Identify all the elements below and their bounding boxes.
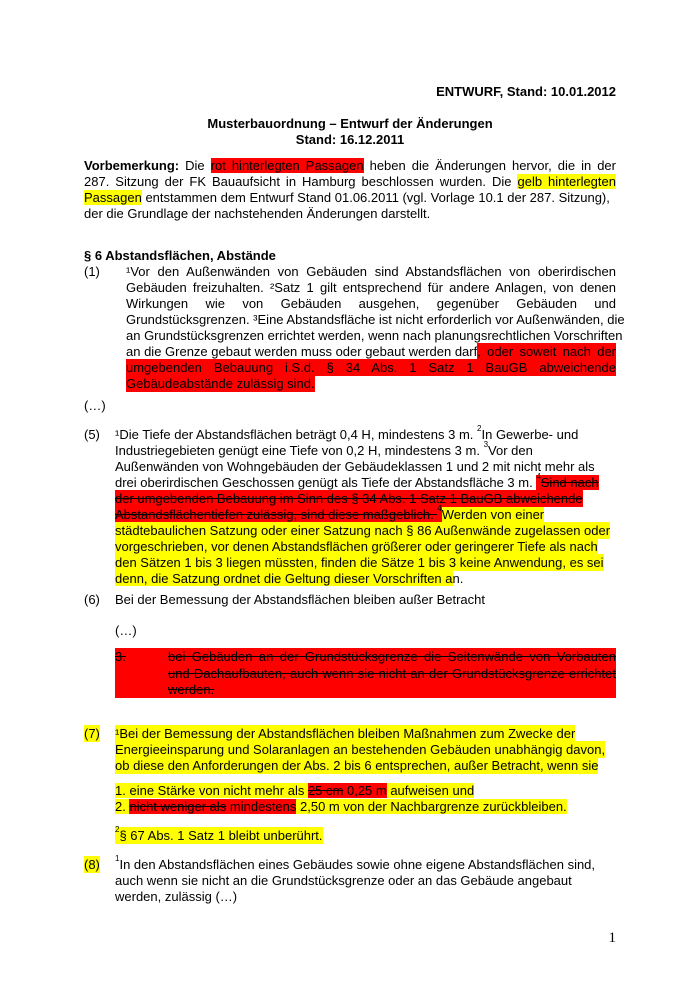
page-number: 1	[608, 930, 616, 946]
p6-item-line-1: bei Gebäuden an der Grundstücksgrenze die Seitenwände von Vorbauten	[168, 649, 616, 664]
p1-line-4: Grundstücksgrenzen. ³Eine Abstandsfläche ist nicht erforderlich vor Außenwänden, die	[126, 312, 625, 327]
p8-line-1: $^1$In den Abstandsflächen eines Gebäudes sowie ohne eigene Abstandsflächen sind,	[115, 854, 596, 872]
p6-ellipsis: (…)	[115, 623, 137, 638]
ellipsis: (…)	[84, 398, 106, 413]
p6-text: Bei der Bemessung der Abstandsflächen bleiben außer Betracht	[115, 592, 486, 607]
document-date: Stand: 16.12.2011	[295, 132, 405, 147]
p1-line-5: an Grundstücksgrenzen errichtet werden, wenn nach planungsrechtlichen Vorschriften	[126, 328, 623, 343]
p7-line-3: ob diese den Anforderungen der Abs. 2 bis 6 entsprechen, außer Betracht, wenn sie	[115, 758, 599, 773]
p5-line-3: Außenwänden von Wohngebäuden der Gebäudeklassen 1 und 2 mit nicht mehr als	[115, 459, 595, 474]
p5-line-10: denn, die Satzung ordnet die Geltung dieser Vorschriften an.	[115, 571, 464, 586]
draft-stamp: ENTWURF, Stand: 10.01.2012	[436, 84, 616, 99]
p7-item-2: 2. nicht weniger als mindestens 2,50 m von der Nachbargrenze zurückbleiben.	[115, 799, 567, 814]
p5-line-7: städtebaulichen Satzung oder einer Satzung nach § 86 Außenwände zugelassen oder	[115, 523, 611, 538]
p1-line-8: Gebäudeabstände zulässig sind.	[126, 376, 315, 391]
preface-line-4: der die Grundlage der nachstehenden Änderungen darstellt.	[84, 206, 431, 221]
preface-label: Vorbemerkung:	[84, 158, 180, 173]
p5-line-2: Industriegebieten genügt eine Tiefe von 0,2 H, mindestens 3 m. $^3$Vor den	[115, 440, 533, 458]
preface-line-3: Passagen entstammen dem Entwurf Stand 01.06.2011 (vgl. Vorlage 10.1 der 287. Sitzung),	[84, 190, 610, 205]
p6-item-line-3: werden.	[168, 682, 215, 697]
p5-line-1: ¹Die Tiefe der Abstandsflächen beträgt 0,4 H, mindestens 3 m. $^2$In Gewerbe- und	[115, 424, 579, 442]
section-heading: § 6 Abstandsflächen, Abstände	[84, 248, 276, 263]
p7-number: (7)	[84, 726, 100, 741]
p5-line-5: der umgebenden Bebauung im Sinn des § 34 Abs. 1 Satz 1 BauGB abweichende	[115, 491, 583, 506]
p1-line-3: Wirkungen wie von Gebäuden ausgehen, gegenüber Gebäuden und	[126, 296, 616, 311]
p5-line-8: vorgeschrieben, vor denen Abstandsflächen größerer oder geringerer Tiefe als nach	[115, 539, 598, 554]
p7-sentence-2: $^2$§ 67 Abs. 1 Satz 1 bleibt unberührt.	[115, 825, 323, 843]
p5-number: (5)	[84, 427, 100, 442]
p1-number: (1)	[84, 264, 100, 279]
p5-line-9: den Sätzen 1 bis 3 liegen müssten, finden die Sätze 1 bis 3 keine Anwendung, es sei	[115, 555, 604, 570]
p1-line-7: umgebenden Bebauung i.S.d. § 34 Abs. 1 Satz 1 BauGB abweichende	[126, 360, 616, 375]
document-title: Musterbauordnung – Entwurf der Änderungen	[207, 116, 493, 131]
p8-line-2: auch wenn sie nicht an die Grundstücksgrenze oder an das Gebäude angebaut	[115, 873, 572, 888]
p5-line-4: drei oberirdischen Geschossen genügt als Tiefe der Abstandsfläche 3 m. $^4$Sind nach	[115, 472, 599, 490]
p6-item-line-2: und Dachaufbauten, auch wenn sie nicht an der Grundstücksgrenze errichtet	[168, 666, 616, 681]
p1-line-6: an die Grenze gebaut werden muss oder gebaut werden darf , oder soweit nach der	[126, 344, 616, 359]
p6-number: (6)	[84, 592, 100, 607]
p5-line-6: Abstandsflächentiefen zulässig, sind diese maßgeblich. $^4$Werden von einer	[115, 504, 545, 522]
p8-line-3: werden, zulässig (…)	[115, 889, 238, 904]
preface-line-2: 287. Sitzung der FK Bauaufsicht in Hamburg beschlossen wurden. Die gelb hinterlegten	[84, 174, 616, 189]
p1-line-1: ¹Vor den Außenwänden von Gebäuden sind Abstandsflächen von oberirdischen	[126, 264, 616, 279]
p7-item-1: 1. eine Stärke von nicht mehr als 25 cm 0,25 m aufweisen und	[115, 783, 475, 798]
p6-item-number: 3.	[115, 649, 126, 664]
p8-number: (8)	[84, 857, 100, 872]
p7-line-1: ¹Bei der Bemessung der Abstandsflächen bleiben Maßnahmen zum Zwecke der	[115, 726, 576, 741]
p7-line-2: Energieeinsparung und Solaranlagen an bestehenden Gebäuden unabhängig davon,	[115, 742, 606, 757]
p1-line-2: Gebäuden freizuhalten. ²Satz 1 gilt entsprechend für andere Anlagen, von denen	[126, 280, 616, 295]
preface-line-1: Vorbemerkung: Die rot hinterlegten Passagen heben die Änderungen hervor, die in der	[84, 158, 616, 173]
